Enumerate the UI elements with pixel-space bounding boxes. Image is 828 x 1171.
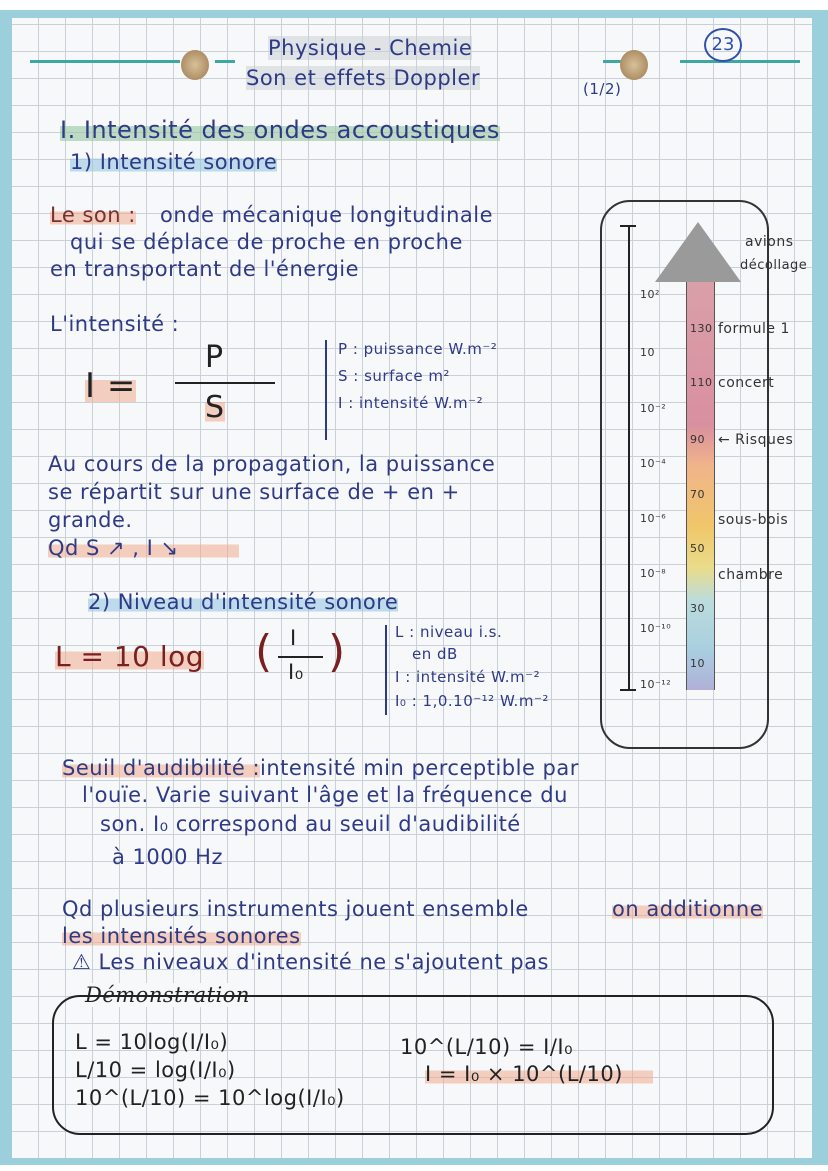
- demo-step: 10^(L/10) = I/I₀: [400, 1035, 574, 1059]
- legend-item: I : intensité W.m⁻²: [395, 668, 541, 686]
- demo-step: 10^(L/10) = 10^log(I/I₀): [75, 1086, 345, 1110]
- intensity-label: 10⁻⁶: [640, 512, 667, 525]
- intensity-label: 10⁻¹⁰: [640, 622, 672, 635]
- intensite-label: L'intensité :: [50, 312, 180, 336]
- paren-close: ): [328, 626, 346, 677]
- intensity-label: 10²: [640, 288, 660, 301]
- source-label: ← Risques: [718, 432, 794, 448]
- instruments-text: Qd plusieurs instruments jouent ensemble: [62, 897, 529, 921]
- subsection-heading: 2) Niveau d'intensité sonore: [88, 590, 399, 614]
- decibel-label: 130: [690, 322, 713, 335]
- formula-lhs: I =: [85, 366, 136, 406]
- decibel-label: 10: [690, 657, 705, 670]
- legend-item: I₀ : 1,0.10⁻¹² W.m⁻²: [395, 692, 549, 710]
- seuil-text: à 1000 Hz: [112, 845, 223, 869]
- level-formula: L = 10 log: [55, 640, 205, 673]
- arrow-up-icon: [655, 222, 741, 282]
- propagation-text: se répartit sur une surface de + en +: [48, 480, 460, 504]
- sound-scale-frame: [600, 200, 769, 749]
- legend-item: S : surface m²: [338, 367, 450, 385]
- legend-item: P : puissance W.m⁻²: [338, 340, 498, 358]
- source-label: chambre: [718, 567, 784, 583]
- paren-open: (: [255, 626, 273, 677]
- axis-tick: [620, 689, 636, 691]
- intensity-label: 10⁻⁸: [640, 567, 667, 580]
- section-heading: I. Intensité des ondes accoustiques: [60, 116, 500, 144]
- legend-item: I : intensité W.m⁻²: [338, 394, 484, 412]
- decibel-label: 50: [690, 542, 705, 555]
- legend-brace: [325, 340, 327, 440]
- demo-step: L/10 = log(I/I₀): [75, 1058, 236, 1082]
- header-rule: [680, 60, 800, 63]
- fraction-den: I₀: [288, 660, 304, 684]
- son-text: en transportant de l'énergie: [50, 257, 360, 281]
- formula-num: P: [205, 340, 224, 375]
- intensity-label: 10⁻¹²: [640, 678, 672, 691]
- subject-title: Physique - Chemie: [268, 36, 473, 60]
- axis-tick: [620, 225, 636, 227]
- subsection-heading: 1) Intensité sonore: [70, 150, 278, 174]
- formula-den: S: [205, 390, 225, 425]
- source-label: concert: [718, 375, 775, 391]
- son-label: Le son :: [50, 203, 136, 227]
- legend-item: L : niveau i.s.: [395, 623, 503, 641]
- fraction-bar: [175, 382, 275, 384]
- source-label: formule 1: [718, 321, 790, 337]
- propagation-text: grande.: [48, 508, 133, 532]
- header-rule: [215, 60, 235, 63]
- decibel-label: 70: [690, 488, 705, 501]
- warning-text: ⚠ Les niveaux d'intensité ne s'ajoutent pas: [72, 950, 549, 974]
- demo-title: Démonstration: [85, 983, 250, 1007]
- seuil-text: intensité min perceptible par: [260, 756, 579, 780]
- decibel-label: 30: [690, 602, 705, 615]
- son-text: onde mécanique longitudinale: [160, 203, 494, 227]
- decibel-label: 90: [690, 433, 705, 446]
- punch-hole: [181, 50, 209, 80]
- page-number: 23: [704, 28, 742, 62]
- propagation-text: Qd S ↗ , I ↘: [48, 536, 239, 560]
- chapter-title: Son et effets Doppler: [246, 66, 481, 90]
- decibel-label: 110: [690, 376, 713, 389]
- demo-result: I = I₀ × 10^(L/10): [425, 1062, 653, 1086]
- legend-brace: [385, 625, 387, 715]
- fraction-bar: [278, 656, 323, 658]
- source-label: avions: [745, 234, 794, 250]
- legend-item: en dB: [412, 645, 458, 663]
- demo-step: L = 10log(I/I₀): [75, 1030, 229, 1054]
- seuil-text: son. I₀ correspond au seuil d'audibilité: [100, 812, 521, 836]
- seuil-label: Seuil d'audibilité :: [62, 756, 261, 780]
- seuil-text: l'ouïe. Varie suivant l'âge et la fréquence du: [82, 783, 568, 807]
- son-text: qui se déplace de proche en proche: [70, 230, 463, 254]
- punch-hole: [620, 50, 648, 80]
- intensity-label: 10: [640, 346, 655, 359]
- part-indicator: (1/2): [583, 80, 622, 98]
- fraction-num: I: [290, 626, 297, 650]
- propagation-text: Au cours de la propagation, la puissance: [48, 452, 496, 476]
- intensity-axis: [628, 225, 630, 690]
- header-rule: [30, 60, 180, 63]
- decibel-color-bar: [686, 282, 715, 690]
- source-label: décollage: [740, 258, 808, 273]
- intensity-label: 10⁻²: [640, 402, 667, 415]
- instruments-text: les intensités sonores: [62, 924, 301, 948]
- source-label: sous-bois: [718, 512, 789, 528]
- instruments-text: on additionne: [612, 897, 764, 921]
- intensity-label: 10⁻⁴: [640, 457, 667, 470]
